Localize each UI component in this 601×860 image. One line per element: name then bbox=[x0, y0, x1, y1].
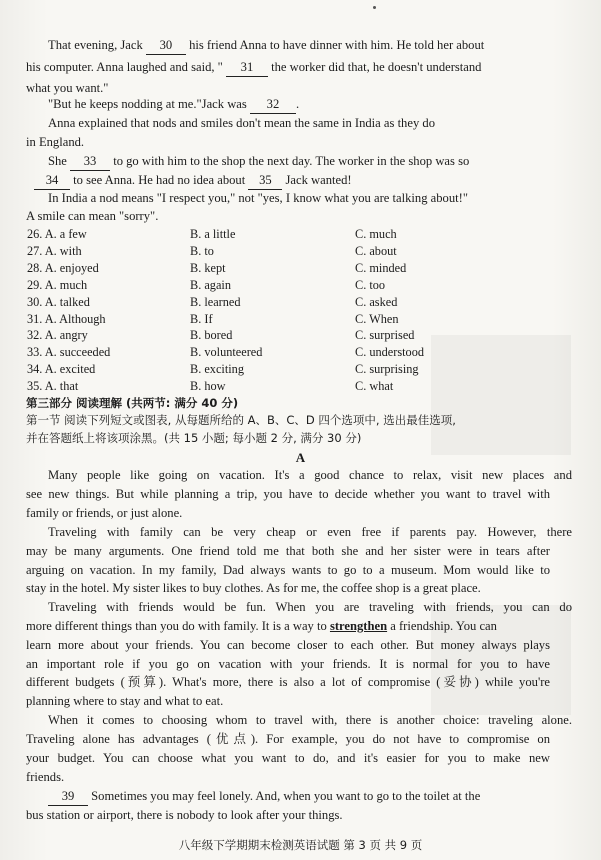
option-b: B. volunteered bbox=[190, 345, 263, 360]
option-a: 27. A. with bbox=[27, 243, 82, 258]
passage-line: arguing on vacation. In my family, Dad always wants to go to a museum. Mom would like to bbox=[26, 563, 550, 577]
underlined-word: strengthen bbox=[329, 619, 388, 633]
option-b: B. kept bbox=[190, 260, 226, 275]
option-b: B. a little bbox=[190, 227, 236, 241]
option-b: B. again bbox=[190, 277, 231, 292]
passage-line: Traveling alone has advantages (优点). For example, you do not have to compromise on bbox=[26, 732, 550, 746]
option-c: C. asked bbox=[355, 294, 398, 309]
passage-line: see new things. But while planning a trip, you have to decide whether you want to travel with bbox=[26, 487, 550, 501]
passage-line: family or friends, or just alone. bbox=[26, 506, 183, 520]
option-c: C. surprising bbox=[355, 362, 419, 377]
option-c: C. When bbox=[355, 311, 399, 326]
cloze-line: A smile can mean "sorry". bbox=[26, 209, 159, 223]
blank-35: 35 bbox=[248, 172, 282, 190]
option-c: C. too bbox=[355, 277, 386, 292]
passage-line: your budget. You can choose what you want to do, and it's easier for you to make new bbox=[26, 751, 550, 765]
option-a: 33. A. succeeded bbox=[27, 345, 111, 360]
passage-line: stay in the hotel. My sister likes to buy clothes. As for me, the coffee shop is a great place. bbox=[26, 581, 481, 595]
passage-line: planning where to stay and what to eat. bbox=[26, 694, 224, 708]
option-b: B. If bbox=[190, 311, 213, 326]
passage-line: Traveling with friends would be fun. When you are traveling with friends, you can do bbox=[48, 600, 572, 614]
option-b: B. bored bbox=[190, 328, 233, 343]
option-c: C. minded bbox=[355, 260, 407, 275]
passage-line: When it comes to choosing whom to travel with, there is another choice: traveling alone. bbox=[48, 713, 572, 727]
passage-line: friends. bbox=[26, 770, 65, 784]
passage-line: bus station or airport, there is nobody to look after your things. bbox=[26, 808, 343, 822]
option-a: 30. A. talked bbox=[27, 294, 90, 309]
section-instruction: 并在答题纸上将该项涂黑。(共 15 小题; 每小题 2 分, 满分 30 分) bbox=[26, 431, 362, 445]
option-a: 31. A. Although bbox=[27, 311, 106, 326]
cloze-line: She 33 to go with him to the shop the next day. The worker in the shop was so bbox=[26, 153, 572, 171]
passage-line: 39 Sometimes you may feel lonely. And, when you want to go to the toilet at the bbox=[26, 788, 572, 806]
option-a: 26. A. a few bbox=[27, 227, 87, 241]
option-c: C. what bbox=[355, 379, 394, 394]
cloze-line: 34 to see Anna. He had no idea about 35 Jack wanted! bbox=[26, 172, 550, 190]
cloze-line: his computer. Anna laughed and said, " 31 the worker did that, he doesn't understand bbox=[26, 59, 550, 77]
blank-34: 34 bbox=[34, 172, 70, 190]
section-instruction: 第一节 阅读下列短文或图表, 从每题所给的 A、B、C、D 四个选项中, 选出最佳选项, bbox=[26, 413, 456, 427]
passage-line: Many people like going on vacation. It's a good chance to relax, visit new places and bbox=[48, 468, 572, 482]
passage-label: A bbox=[295, 450, 306, 465]
passage-line: more different things than you do with family. It is a way to strengthen a friendship. You can bbox=[26, 619, 497, 633]
option-a: 28. A. enjoyed bbox=[27, 260, 99, 275]
cloze-line: That evening, Jack 30 his friend Anna to have dinner with him. He told her about bbox=[26, 37, 572, 55]
option-b: B. how bbox=[190, 379, 226, 394]
cloze-line: In India a nod means "I respect you," not "yes, I know what you are talking about!" bbox=[48, 191, 468, 205]
blank-39: 39 bbox=[48, 788, 88, 806]
option-a: 34. A. excited bbox=[27, 362, 96, 377]
passage-line: different budgets (预算). What's more, there is also a lot of compromise (妥协) while you're bbox=[26, 675, 550, 689]
passage-line: Traveling with family can be very cheap or even free if parents pay. However, there bbox=[48, 525, 572, 539]
cloze-line: "But he keeps nodding at me."Jack was 32 . bbox=[26, 96, 572, 114]
option-b: B. learned bbox=[190, 294, 241, 309]
option-a: 29. A. much bbox=[27, 277, 88, 292]
cloze-line: in England. bbox=[26, 135, 85, 149]
passage-line: learn more about your friends. You can become closer to each other. But money always plays bbox=[26, 638, 550, 652]
option-a: 35. A. that bbox=[27, 379, 79, 394]
blank-31: 31 bbox=[226, 59, 268, 77]
passage-line: an important role if you go on vacation with your friends. It is normal for you to have bbox=[26, 657, 550, 671]
option-c: C. much bbox=[355, 227, 397, 241]
option-c: C. about bbox=[355, 243, 397, 258]
option-a: 32. A. angry bbox=[27, 328, 88, 343]
page-footer: 八年级下学期期末检测英语试题 第 3 页 共 9 页 bbox=[178, 838, 423, 852]
blank-30: 30 bbox=[146, 37, 186, 55]
cloze-line: Anna explained that nods and smiles don't mean the same in India as they do bbox=[48, 116, 435, 130]
section-title: 第三部分 阅读理解 (共两节: 满分 40 分) bbox=[26, 396, 239, 410]
option-c: C. surprised bbox=[355, 328, 415, 343]
blank-33: 33 bbox=[70, 153, 110, 171]
blank-32: 32 bbox=[250, 96, 296, 114]
passage-line: may be many arguments. One friend told me that both she and her sister were in tears after bbox=[26, 544, 550, 558]
option-c: C. understood bbox=[355, 345, 424, 360]
option-b: B. to bbox=[190, 243, 214, 258]
option-b: B. exciting bbox=[190, 362, 244, 377]
cloze-line: what you want." bbox=[26, 81, 109, 95]
scan-speck bbox=[373, 6, 376, 9]
